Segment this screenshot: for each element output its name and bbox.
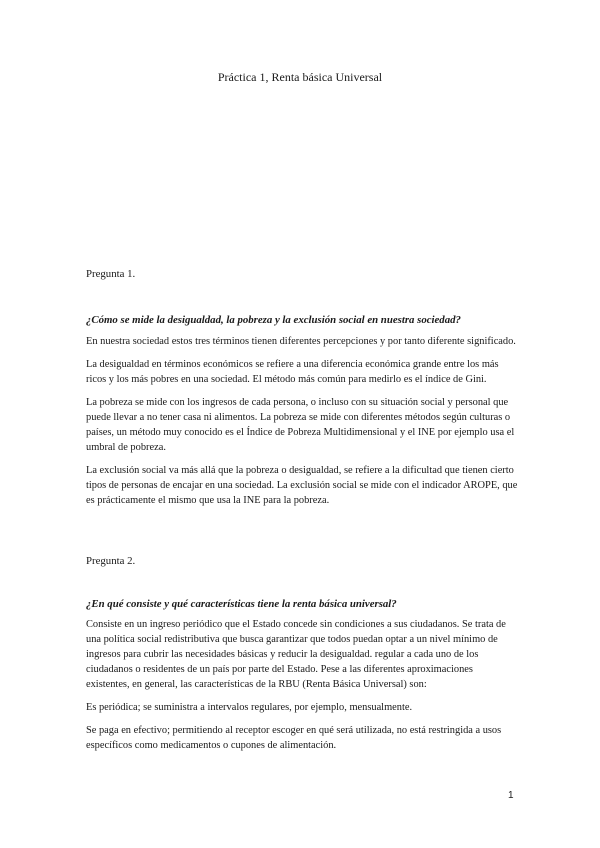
page-number: 1 xyxy=(508,790,514,801)
section-2-paragraph: Se paga en efectivo; permitiendo al receptor escoger en qué será utilizada, no está restringida a usos específicos como medicamentos o cupones de alimentación. xyxy=(86,725,502,751)
section-1-paragraph: La desigualdad en términos económicos se refiere a una diferencia económica grande entre los más ricos y los más pobres en una sociedad. El método más común para medirlo es el índice de Gini. xyxy=(86,359,499,385)
section-2-paragraph: Consiste en un ingreso periódico que el Estado concede sin condiciones a sus ciudadanos. Se trata de una política social redistributiva que busca garantizar que todos puedan optar a un nivel mínimo de ingresos para cubrir las necesidades básicas y reducir la desigualdad. regular a cada uno de los ciudadanos o residentes de un país por parte del Estado. Pese a las diferentes aproximaciones existentes, en general, las características de la RBU (Renta Básica Universal) son: xyxy=(86,619,506,690)
section-1-paragraph: En nuestra sociedad estos tres términos tienen diferentes percepciones y por tanto diferente significado. xyxy=(86,336,516,347)
section-1-body xyxy=(86,334,518,516)
document-title: Práctica 1, Renta básica Universal xyxy=(217,70,383,84)
section-2-body xyxy=(86,617,518,761)
section-2-heading: ¿En qué consiste y qué características tiene la renta básica universal? xyxy=(86,598,397,610)
section-2-paragraph: Es periódica; se suministra a intervalos regulares, por ejemplo, mensualmente. xyxy=(86,702,413,713)
section-1-paragraph: La exclusión social va más allá que la pobreza o desigualdad, se refiere a la dificultad que tienen cierto tipos de personas de encajar en una sociedad. La exclusión social se mide con el indicador AROPE, que es prácticamente el mismo que usa la INE para la pobreza. xyxy=(86,465,518,506)
section-1-label: Pregunta 1. xyxy=(86,268,136,280)
section-1-paragraph: La pobreza se mide con los ingresos de cada persona, o incluso con su situación social y personal que puede llevar a no tener casa ni alimentos. La pobreza se mide con diferentes métodos según culturas o países, un método muy conocido es el Índice de Pobreza Multidimensional y el INE por ejemplo usa el umbral de pobreza. xyxy=(86,397,515,453)
section-1-heading: ¿Cómo se mide la desigualdad, la pobreza y la exclusión social en nuestra sociedad? xyxy=(86,314,461,326)
section-2-label: Pregunta 2. xyxy=(86,555,136,567)
